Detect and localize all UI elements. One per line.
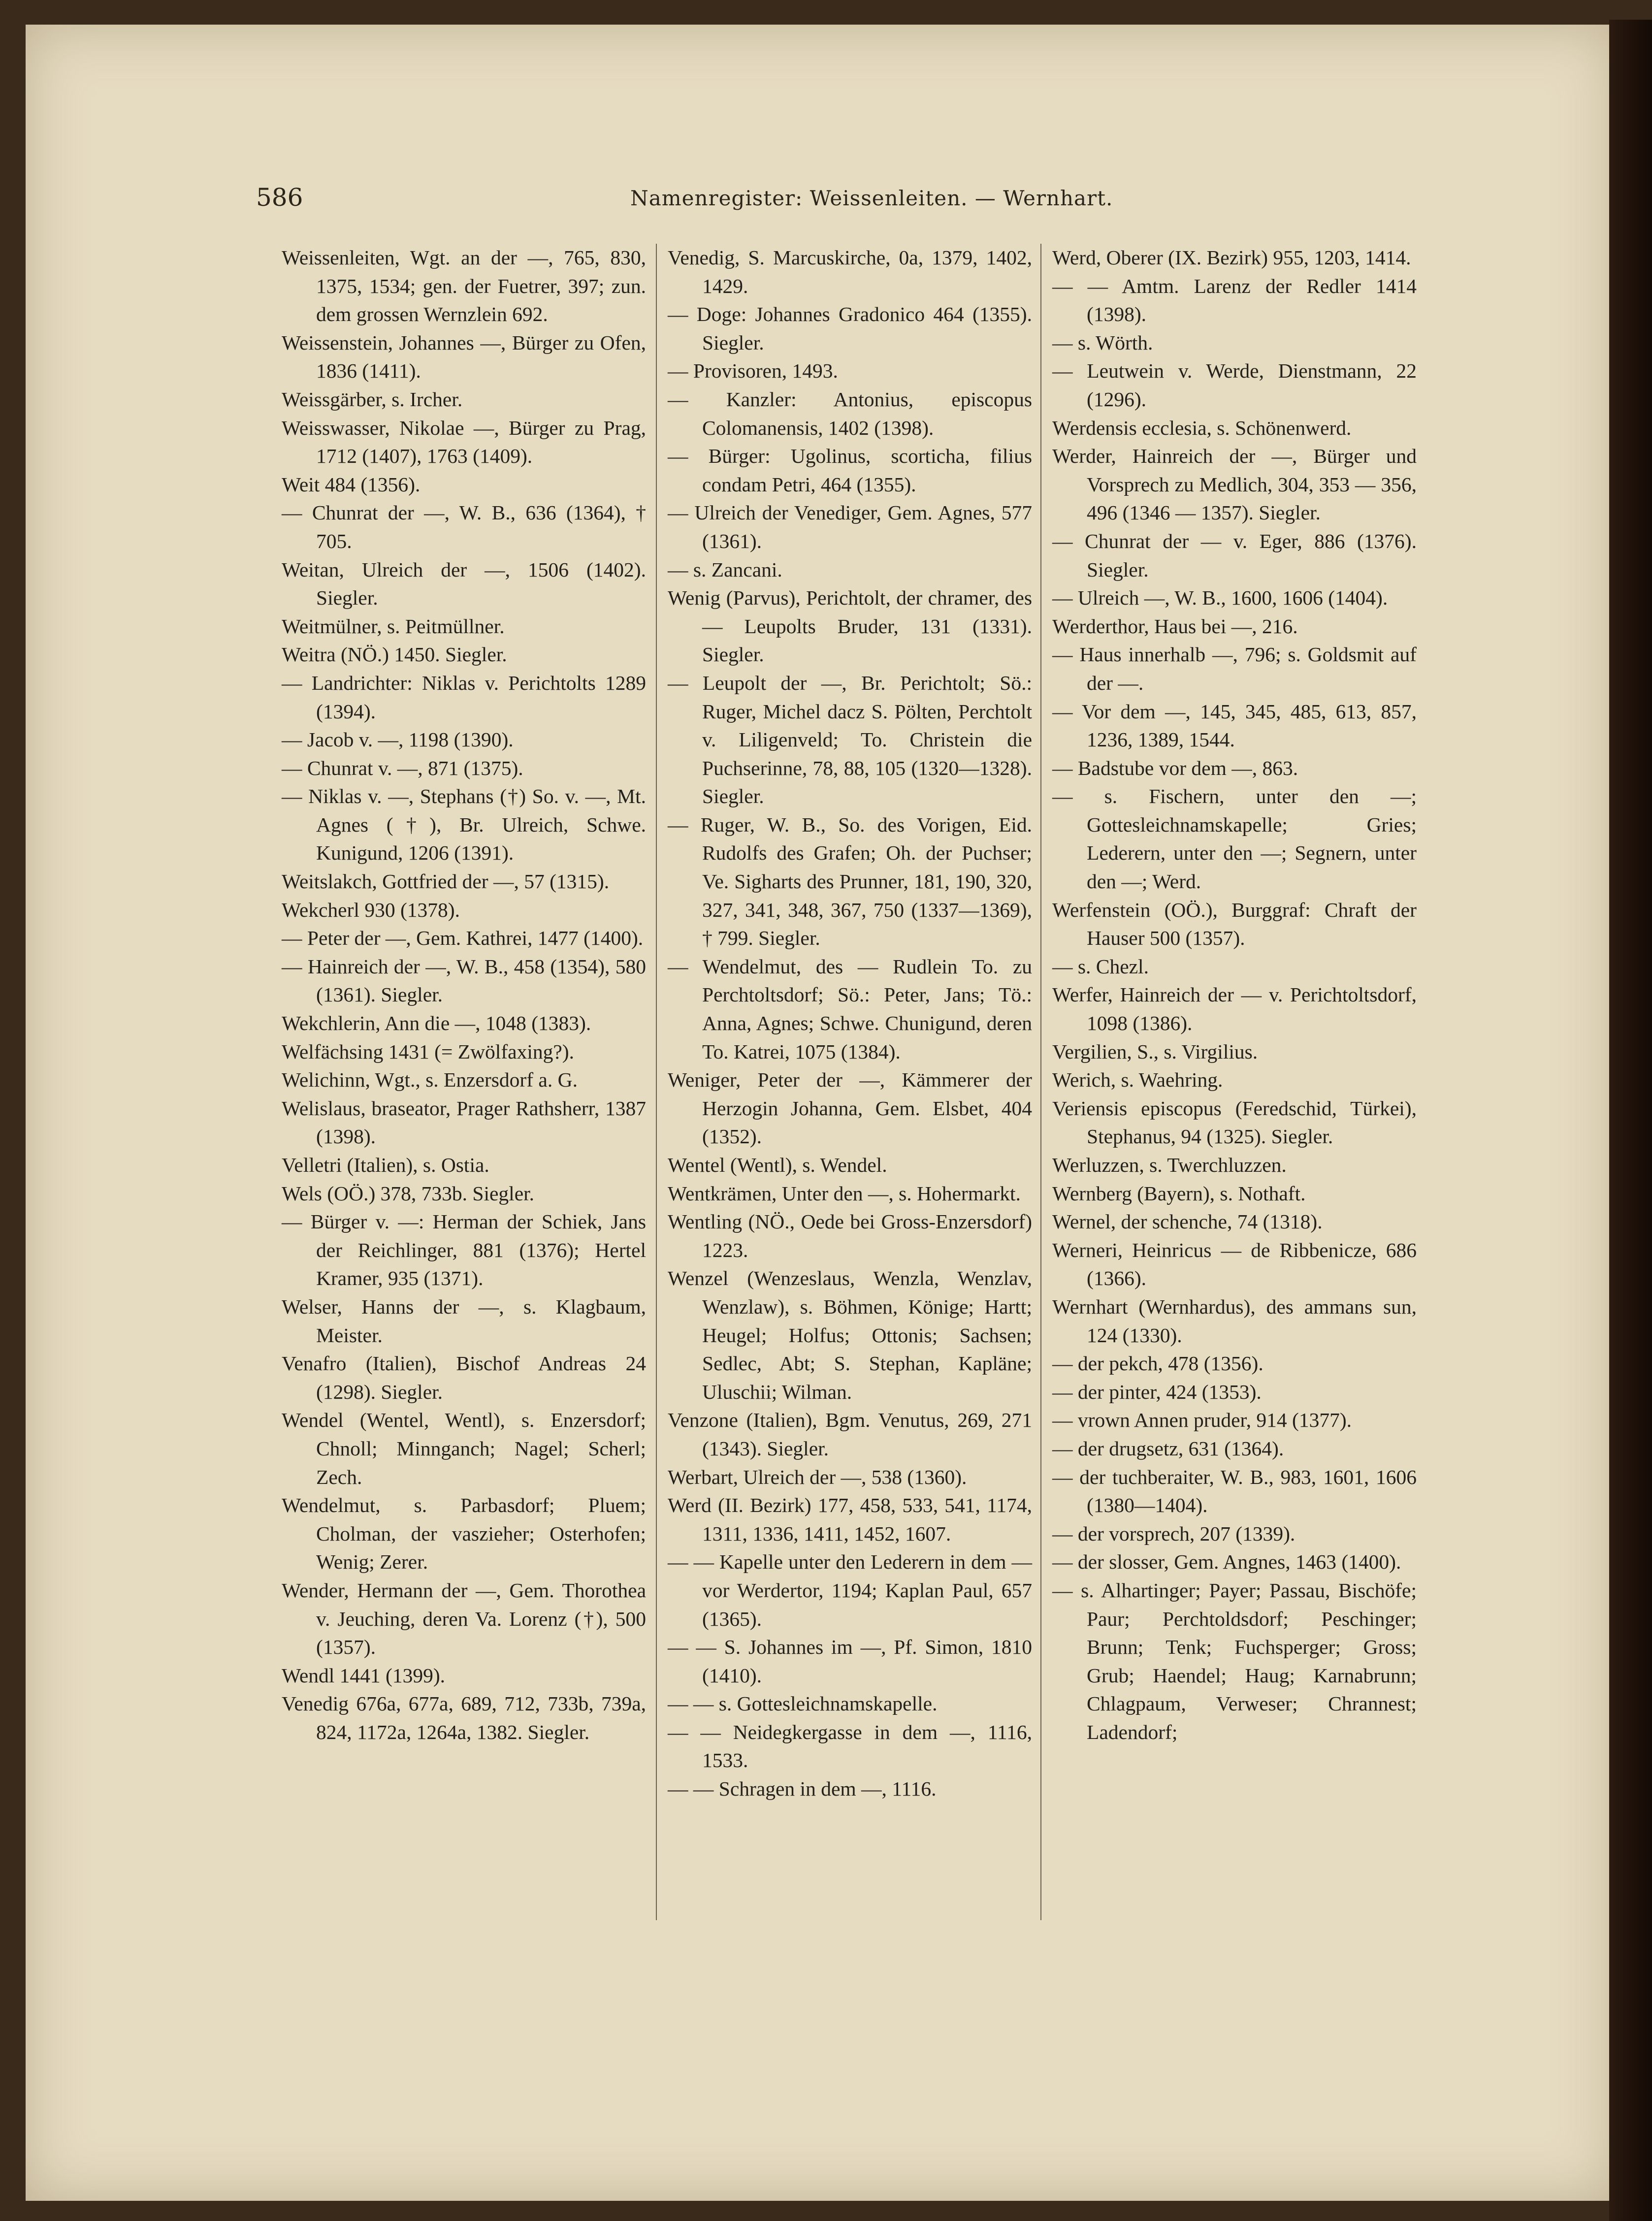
column-divider	[656, 244, 657, 1920]
index-entry: Werfer, Hainreich der — v. Perichtoltsdorf, 1098 (1386).	[1052, 983, 1417, 1035]
index-subentry: — der vorsprech, 207 (1339).	[1052, 1522, 1296, 1545]
index-subentry: — Haus innerhalb —, 796; s. Goldsmit auf der —.	[1052, 643, 1417, 694]
page-header	[256, 183, 1576, 223]
index-entry: Weit 484 (1356).	[282, 473, 421, 496]
index-column-2	[668, 244, 1032, 1803]
index-entry: Vergilien, S., s. Virgilius.	[1052, 1040, 1258, 1063]
index-subentry: — s. Fischern, unter den —; Gottesleichnamskapelle; Gries; Lederern, unter den —; Segnern, unter den —; Werd.	[1052, 785, 1417, 893]
index-subentry: — Chunrat v. —, 871 (1375).	[282, 756, 523, 779]
index-entry: Wernberg (Bayern), s. Nothaft.	[1052, 1182, 1306, 1205]
index-entry: Werd (II. Bezirk) 177, 458, 533, 541, 1174, 1311, 1336, 1411, 1452, 1607.	[668, 1494, 1032, 1545]
index-subentry: — der pekch, 478 (1356).	[1052, 1352, 1263, 1375]
index-subentry: — Chunrat der — v. Eger, 886 (1376). Siegler.	[1052, 529, 1417, 581]
index-entry: Wendelmut, s. Parbasdorf; Pluem; Cholman, der vaszieher; Osterhofen; Wenig; Zerer.	[282, 1494, 646, 1574]
index-entry: Welislaus, braseator, Prager Rathsherr, 1387 (1398).	[282, 1096, 646, 1148]
index-subentry: — Badstube vor dem —, 863.	[1052, 756, 1298, 779]
column-divider	[1040, 244, 1041, 1920]
index-entry: Welichinn, Wgt., s. Enzersdorf a. G.	[282, 1068, 578, 1092]
index-subentry: — Provisoren, 1493.	[668, 359, 838, 383]
index-entry: Venedig, S. Marcuskirche, 0a, 1379, 1402, 1429.	[668, 246, 1032, 297]
index-subentry: — Ruger, W. B., So. des Vorigen, Eid. Rudolfs des Grafen; Oh. der Puchser; Ve. Sigharts des Prunner, 181, 190, 320, 327, 341, 348, 367, 750 (1337—1369), † 799. Siegler.	[668, 813, 1032, 950]
index-subentry: — Landrichter: Niklas v. Perichtolts 1289 (1394).	[282, 671, 646, 723]
index-entry: Veriensis episcopus (Feredschid, Türkei), Stephanus, 94 (1325). Siegler.	[1052, 1096, 1417, 1148]
index-subentry: — Doge: Johannes Gradonico 464 (1355). Siegler.	[668, 303, 1032, 354]
index-entry: Weisswasser, Nikolae —, Bürger zu Prag, 1712 (1407), 1763 (1409).	[282, 416, 646, 468]
index-entry: Weniger, Peter der —, Kämmerer der Herzogin Johanna, Gem. Elsbet, 404 (1352).	[668, 1068, 1032, 1148]
index-entry: Wentling (NÖ., Oede bei Gross-Enzersdorf) 1223.	[668, 1210, 1032, 1261]
index-subentry: — Niklas v. —, Stephans (†) So. v. —, Mt. Agnes (†), Br. Ulreich, Schwe. Kunigund, 1206 (1391).	[282, 785, 646, 865]
index-column-3	[1052, 244, 1417, 1746]
index-subentry: — Leutwein v. Werde, Dienstmann, 22 (1296).	[1052, 359, 1417, 411]
index-entry: Wenig (Parvus), Perichtolt, der chramer, des — Leupolts Bruder, 131 (1331). Siegler.	[668, 586, 1032, 666]
index-column-1	[282, 244, 646, 1746]
index-entry: Werluzzen, s. Twerchluzzen.	[1052, 1154, 1287, 1176]
index-subentry: — Bürger: Ugolinus, scorticha, filius condam Petri, 464 (1355).	[668, 445, 1032, 496]
index-entry: Wekchlerin, Ann die —, 1048 (1383).	[282, 1012, 591, 1035]
index-entry: Werderthor, Haus bei —, 216.	[1052, 614, 1298, 638]
index-entry: Weissenleiten, Wgt. an der —, 765, 830, 1375, 1534; gen. der Fuetrer, 397; zun. dem grossen Wernzlein 692.	[282, 246, 646, 326]
index-subentry: — Ulreich —, W. B., 1600, 1606 (1404).	[1052, 586, 1388, 610]
index-entry: Wernel, der schenche, 74 (1318).	[1052, 1210, 1323, 1233]
index-subentry: — — Neidegkergasse in dem —, 1116, 1533.	[668, 1720, 1032, 1772]
index-entry: Werder, Hainreich der —, Bürger und Vorsprech zu Medlich, 304, 353 — 356, 496 (1346 — 1357). Siegler.	[1052, 445, 1417, 524]
index-subentry: — — s. Gottesleichnamskapelle.	[668, 1692, 938, 1715]
index-entry: Werdensis ecclesia, s. Schönenwerd.	[1052, 416, 1352, 439]
index-entry: Werich, s. Waehring.	[1052, 1068, 1223, 1092]
index-subentry: — Bürger v. —: Herman der Schiek, Jans der Reichlinger, 881 (1376); Hertel Kramer, 935 (1371).	[282, 1210, 646, 1290]
index-entry: Venafro (Italien), Bischof Andreas 24 (1298). Siegler.	[282, 1352, 646, 1403]
index-subentry: — der slosser, Gem. Angnes, 1463 (1400).	[1052, 1550, 1401, 1574]
running-title: Namenregister: Weissenleiten. — Wernhart.	[630, 186, 1113, 210]
index-subentry: — der pinter, 424 (1353).	[1052, 1380, 1262, 1403]
index-entry: Venzone (Italien), Bgm. Venutus, 269, 271 (1343). Siegler.	[668, 1409, 1032, 1460]
index-subentry: — Jacob v. —, 1198 (1390).	[282, 728, 514, 751]
index-subentry: — s. Chezl.	[1052, 955, 1149, 978]
index-entry: Wenzel (Wenzeslaus, Wenzla, Wenzlav, Wenzlaw), s. Böhmen, Könige; Hartt; Heugel; Holfus; Ottonis; Sachsen; Sedlec, Abt; S. Stephan, Kapläne; Uluschii; Wilman.	[668, 1267, 1032, 1403]
index-subentry: — Kanzler: Antonius, episcopus Colomanensis, 1402 (1398).	[668, 387, 1032, 439]
index-subentry: — Hainreich der —, W. B., 458 (1354), 580 (1361). Siegler.	[282, 955, 646, 1006]
index-subentry: — Ulreich der Venediger, Gem. Agnes, 577 (1361).	[668, 501, 1032, 552]
index-entry: Venedig 676a, 677a, 689, 712, 733b, 739a, 824, 1172a, 1264a, 1382. Siegler.	[282, 1692, 646, 1743]
index-entry: Weitmülner, s. Peitmüllner.	[282, 614, 505, 638]
index-subentry: — Leupolt der —, Br. Perichtolt; Sö.: Ruger, Michel dacz S. Pölten, Perchtolt v. Liligenveld; To. Christein die Puchserinne, 78, 88, 105 (1320—1328). Siegler.	[668, 671, 1032, 808]
page-number: 586	[256, 183, 303, 212]
index-entry: Werfenstein (OÖ.), Burggraf: Chraft der Hauser 500 (1357).	[1052, 898, 1417, 950]
index-entry: Wendel (Wentel, Wentl), s. Enzersdorf; Chnoll; Minnganch; Nagel; Scherl; Zech.	[282, 1409, 646, 1488]
index-subentry: — Chunrat der —, W. B., 636 (1364), † 705.	[282, 501, 646, 552]
index-subentry: — s. Alhartinger; Payer; Passau, Bischöfe; Paur; Perchtoldsdorf; Peschinger; Brunn; Tenk; Fuchsperger; Gross; Grub; Haendel; Haug; Karnabrunn; Chlagpaum, Verweser; Chrannest; Ladendorf;	[1052, 1578, 1417, 1743]
index-subentry: — s. Zancani.	[668, 558, 782, 581]
index-entry: Werbart, Ulreich der —, 538 (1360).	[668, 1465, 967, 1488]
index-entry: Wernhart (Wernhardus), des ammans sun, 124 (1330).	[1052, 1295, 1417, 1347]
index-subentry: — Vor dem —, 145, 345, 485, 613, 857, 1236, 1389, 1544.	[1052, 700, 1417, 751]
index-entry: Wekcherl 930 (1378).	[282, 898, 460, 921]
index-subentry: — der tuchberaiter, W. B., 983, 1601, 1606 (1380—1404).	[1052, 1465, 1417, 1517]
index-entry: Wentel (Wentl), s. Wendel.	[668, 1154, 887, 1176]
index-entry: Wentkrämen, Unter den —, s. Hohermarkt.	[668, 1182, 1021, 1205]
index-subentry: — — Amtm. Larenz der Redler 1414 (1398).	[1052, 274, 1417, 326]
index-subentry: — Peter der —, Gem. Kathrei, 1477 (1400).	[282, 927, 644, 950]
index-entry: Wels (OÖ.) 378, 733b. Siegler.	[282, 1182, 535, 1205]
index-subentry: — — Kapelle unter den Lederern in dem — vor Werdertor, 1194; Kaplan Paul, 657 (1365).	[668, 1550, 1032, 1630]
book-spine	[1609, 20, 1652, 2221]
index-subentry: — Wendelmut, des — Rudlein To. zu Perchtoltsdorf; Sö.: Peter, Jans; Tö.: Anna, Agnes; Schwe. Chunigund, deren To. Katrei, 1075 (1384).	[668, 955, 1032, 1063]
index-entry: Wender, Hermann der —, Gem. Thorothea v. Jeuching, deren Va. Lorenz (†), 500 (1357).	[282, 1578, 646, 1659]
index-subentry: — der drugsetz, 631 (1364).	[1052, 1437, 1284, 1460]
index-entry: Wendl 1441 (1399).	[282, 1664, 446, 1687]
index-subentry: — — Schragen in dem —, 1116.	[668, 1777, 937, 1801]
index-subentry: — s. Wörth.	[1052, 331, 1153, 354]
index-entry: Weissenstein, Johannes —, Bürger zu Ofen, 1836 (1411).	[282, 331, 646, 383]
index-entry: Werd, Oberer (IX. Bezirk) 955, 1203, 1414.	[1052, 246, 1411, 269]
index-entry: Weitra (NÖ.) 1450. Siegler.	[282, 643, 507, 666]
index-entry: Weissgärber, s. Ircher.	[282, 387, 463, 411]
index-entry: Werneri, Heinricus — de Ribbenicze, 686 (1366).	[1052, 1238, 1417, 1290]
index-entry: Weitan, Ulreich der —, 1506 (1402). Siegler.	[282, 558, 646, 610]
index-entry: Weitslakch, Gottfried der —, 57 (1315).	[282, 870, 610, 893]
index-entry: Welfächsing 1431 (= Zwölfaxing?).	[282, 1040, 574, 1063]
index-subentry: — vrown Annen pruder, 914 (1377).	[1052, 1409, 1352, 1432]
index-entry: Velletri (Italien), s. Ostia.	[282, 1154, 489, 1176]
index-entry: Welser, Hanns der —, s. Klagbaum, Meister.	[282, 1295, 646, 1347]
index-subentry: — — S. Johannes im —, Pf. Simon, 1810 (1410).	[668, 1636, 1032, 1687]
